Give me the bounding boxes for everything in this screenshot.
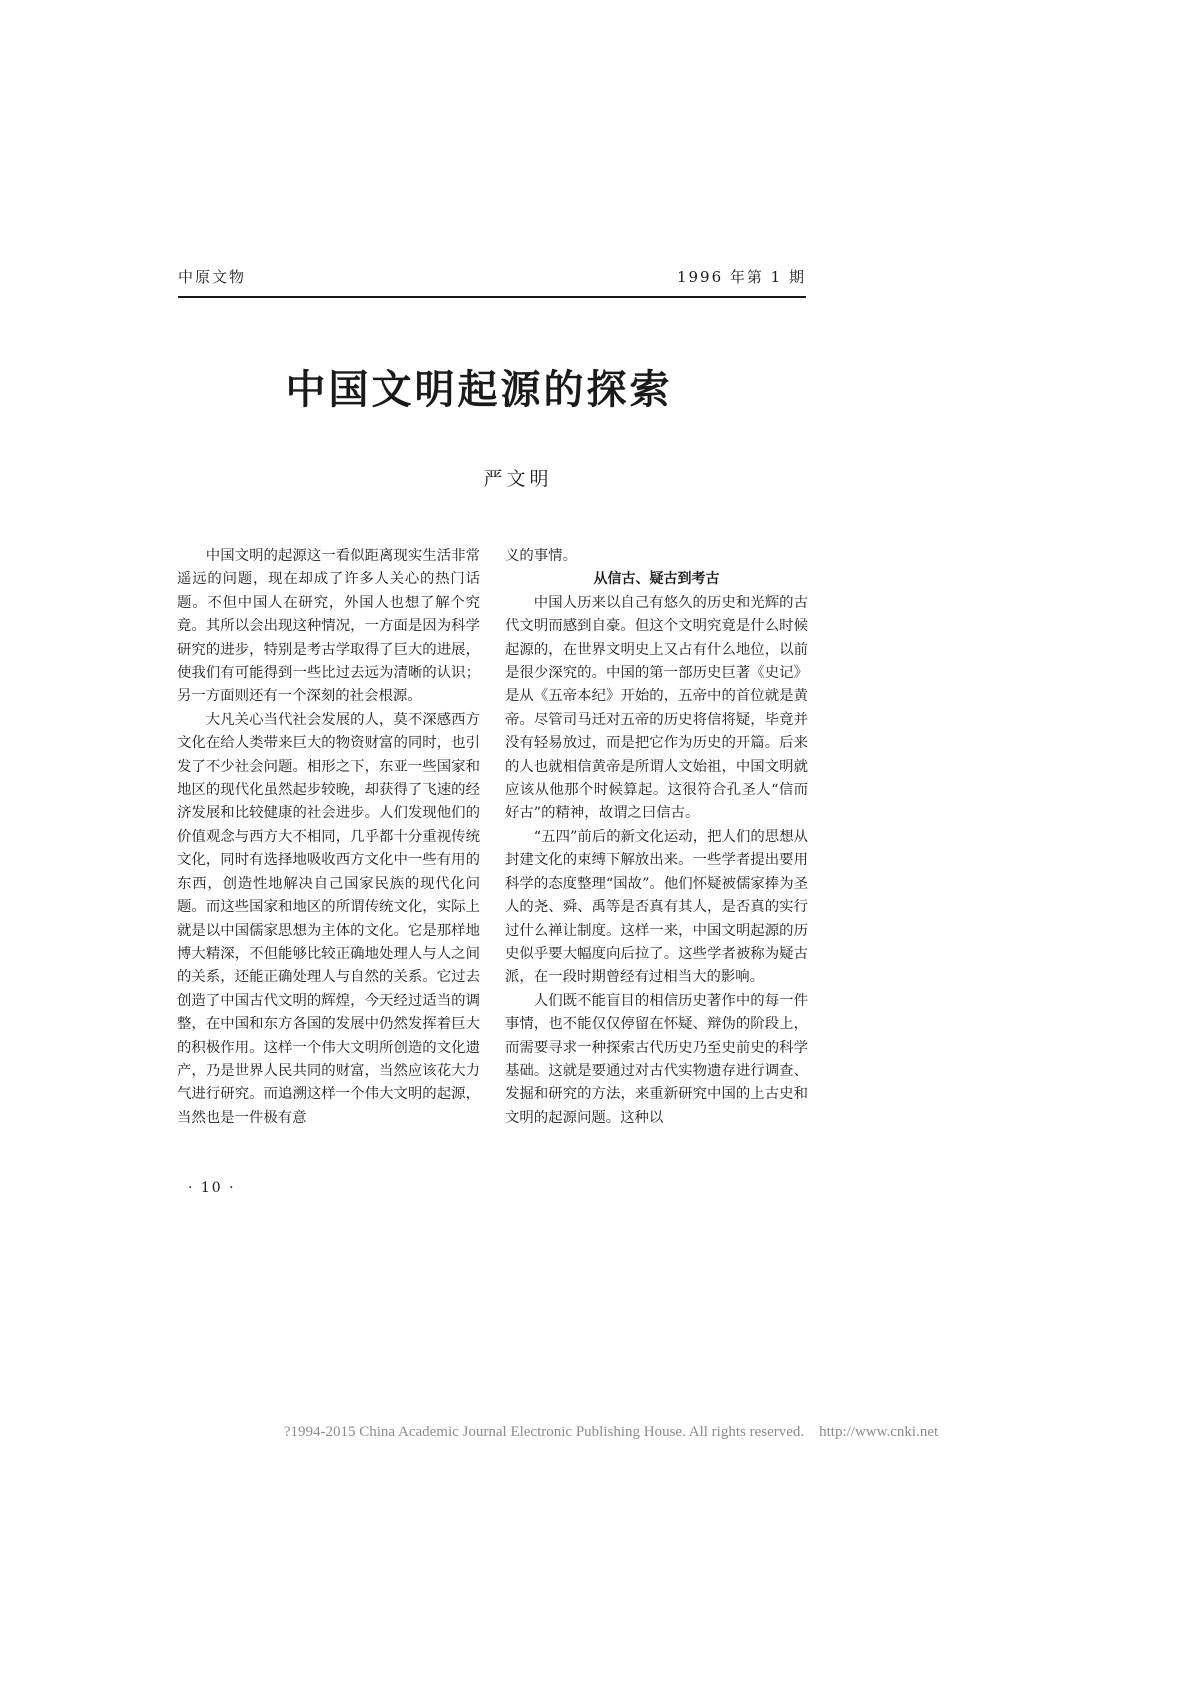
- left-column: [177, 545, 480, 1130]
- section-heading: 从信古、疑古到考古: [593, 571, 720, 588]
- body-paragraph: “五四”前后的新文化运动，把人们的思想从封建文化的束缚下解放出来。一些学者提出要用科学的态度整理“国故”。他们怀疑被儒家捧为圣人的尧、舜、禹等是否真有其人，是否真的实行过什么禅让制度。这样一来，中国文明起源的历史似乎要大幅度向后拉了。这些学者被称为疑古派，在一段时期曾经有过相当大的影响。: [505, 828, 808, 986]
- continued-text: 义的事情。: [505, 548, 577, 564]
- issue-label: 1996 年第 1 期: [676, 268, 806, 286]
- right-column: [505, 545, 808, 1130]
- article-title: 中国文明起源的探索: [285, 367, 673, 413]
- running-head: [178, 262, 806, 288]
- body-paragraph: 中国文明的起源这一看似距离现实生活非常遥远的问题，现在却成了许多人关心的热门话题。不但中国人在研究，外国人也想了解个究竟。其所以会出现这种情况，一方面是因为科学研究的进步，特别是考古学取得了巨大的进展，使我们有可能得到一些比过去远为清晰的认识；另一方面则还有一个深刻的社会根源。: [177, 548, 480, 705]
- header-rule: [178, 296, 806, 298]
- journal-name: 中原文物: [178, 268, 247, 286]
- copyright-notice: ?1994-2015 China Academic Journal Electronic Publishing House. All rights reserved. http://www.cnki.net: [283, 1424, 939, 1440]
- body-paragraph: 中国人历来以自己有悠久的历史和光辉的古代文明而感到自豪。但这个文明究竟是什么时候起源的，在世界文明史上又占有什么地位，以前是很少深究的。中国的第一部历史巨著《史记》是从《五帝本纪》开始的，五帝中的首位就是黄帝。尽管司马迁对五帝的历史将信将疑，毕竟并没有轻易放过，而是把它作为历史的开篇。后来的人也就相信黄帝是所谓人文始祖，中国文明就应该从他那个时候算起。这很符合孔圣人“信而好古”的精神，故谓之曰信古。: [505, 594, 808, 822]
- page-number: · 10 ·: [188, 1180, 236, 1196]
- body-paragraph: 大凡关心当代社会发展的人，莫不深感西方文化在给人类带来巨大的物资财富的同时，也引发了不少社会问题。相形之下，东亚一些国家和地区的现代化虽然起步较晚，却获得了飞速的经济发展和比较健康的社会进步。人们发现他们的价值观念与西方大不相同，几乎都十分重视传统文化，同时有选择地吸收西方文化中一些有用的东西，创造性地解决自己国家民族的现代化问题。而这些国家和地区的所谓传统文化，实际上就是以中国儒家思想为主体的文化。它是那样地博大精深，不但能够比较正确地处理人与人之间的关系，还能正确处理人与自然的关系。它过去创造了中国古代文明的辉煌，今天经过适当的调整，在中国和东方各国的发展中仍然发挥着巨大的积极作用。这样一个伟大文明所创造的文化遗产，乃是世界人民共同的财富，当然应该花大力气进行研究。而追溯这样一个伟大文明的起源，当然也是一件极有意: [177, 711, 480, 1126]
- article-author: 严文明: [483, 468, 553, 490]
- body-paragraph: 人们既不能盲目的相信历史著作中的每一件事情，也不能仅仅停留在怀疑、辩伪的阶段上，而需要寻求一种探索古代历史乃至史前史的科学基础。这就是要通过对古代实物遗存进行调查、发掘和研究的方法，来重新研究中国的上古史和文明的起源问题。这种以: [505, 992, 808, 1126]
